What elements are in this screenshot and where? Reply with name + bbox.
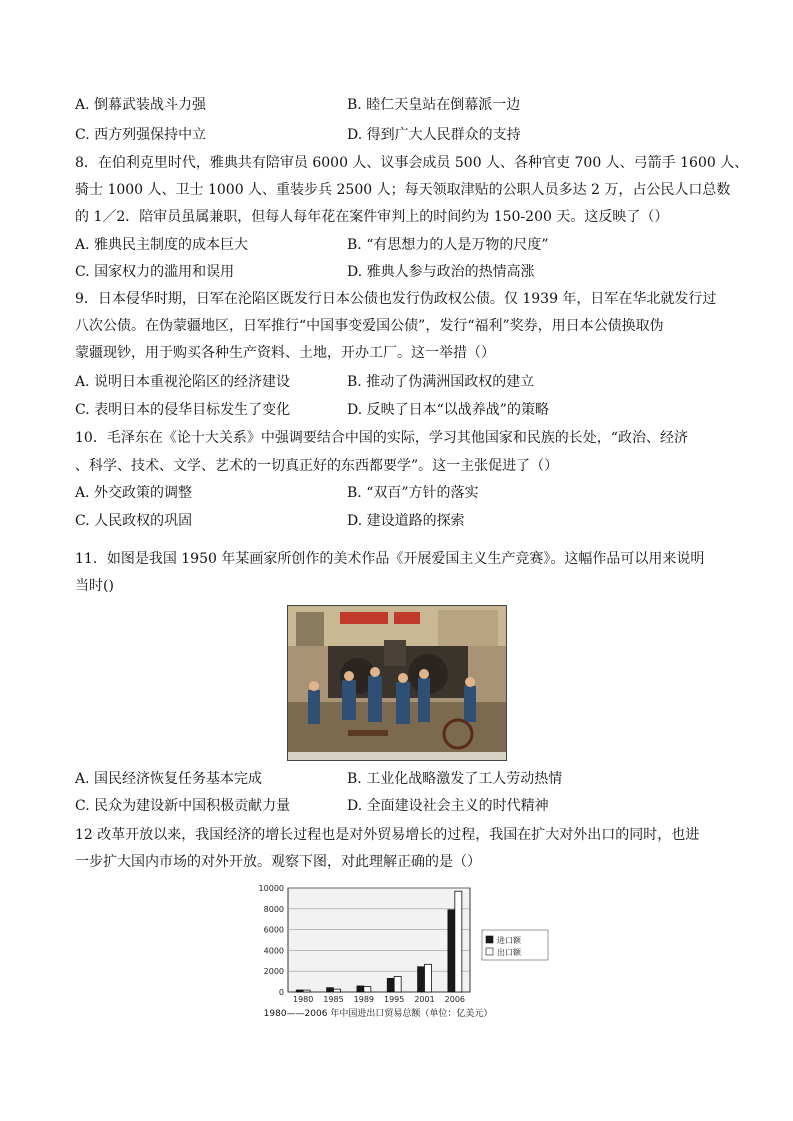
q8-option-c: C. 国家权力的滥用和误用 bbox=[75, 264, 235, 280]
q11-option-c: C. 民众为建设新中国积极贡献力量 bbox=[75, 798, 291, 814]
bar-import bbox=[387, 978, 394, 992]
q10-option-c: C. 人民政权的巩固 bbox=[75, 513, 193, 529]
q12-stem-line-1: 12 改革开放以来，我国经济的增长过程也是对外贸易增长的过程，我国在扩大对外出口的同时，也进 bbox=[75, 827, 700, 843]
q7-option-d: D. 得到广大人民群众的支持 bbox=[347, 127, 521, 143]
q7-option-a: A. 倒幕武装战斗力强 bbox=[75, 97, 207, 113]
x-tick-label: 2006 bbox=[444, 995, 466, 1004]
legend-swatch-export bbox=[486, 948, 493, 955]
q8-stem-line-2: 骑士 1000 人、卫士 1000 人、重装步兵 2500 人；每天领取津贴的公职人员多达 2 万，占公民人口总数 bbox=[75, 182, 731, 198]
q8-option-d: D. 雅典人参与政治的热情高涨 bbox=[347, 264, 535, 280]
x-tick-label: 1995 bbox=[383, 995, 405, 1004]
bar-export bbox=[394, 977, 401, 992]
trade-chart bbox=[250, 880, 550, 1025]
legend-swatch-import bbox=[486, 936, 493, 943]
chart-title: 1980——2006 年中国进出口贸易总额（单位：亿美元） bbox=[263, 1009, 493, 1019]
plot-area bbox=[288, 888, 470, 992]
q11-option-b: B. 工业化战略激发了工人劳动热情 bbox=[347, 771, 563, 787]
q11-option-d: D. 全面建设社会主义的时代精神 bbox=[347, 798, 549, 814]
q8-option-b: B. “有思想力的人是万物的尺度” bbox=[347, 237, 549, 253]
y-tick-label: 0 bbox=[278, 988, 284, 997]
bar-import bbox=[448, 910, 455, 992]
q8-stem-line-3: 的 1／2．陪审员虽属兼职，但每人每年花在案件审判上的时间约为 150-200 天。这反映了（） bbox=[75, 209, 669, 225]
q11-stem-line-2: 当时() bbox=[75, 578, 114, 594]
painting-image bbox=[287, 605, 507, 761]
q10-option-d: D. 建设道路的探索 bbox=[347, 513, 465, 529]
legend-label-import: 进口额 bbox=[497, 936, 521, 945]
x-tick-label: 2001 bbox=[414, 995, 435, 1004]
bar-export bbox=[334, 989, 341, 992]
q11-stem-line-1: 11．如图是我国 1950 年某画家所创作的美术作品《开展爱国主义生产竞赛》。这幅作品可以用来说明 bbox=[75, 551, 705, 567]
trade-chart-svg bbox=[250, 880, 550, 1025]
y-tick-label: 8000 bbox=[263, 904, 284, 914]
q11-option-a: A. 国民经济恢复任务基本完成 bbox=[75, 771, 263, 787]
bar-import bbox=[296, 990, 303, 992]
q10-option-a: A. 外交政策的调整 bbox=[75, 485, 193, 501]
y-tick-label: 4000 bbox=[263, 946, 284, 956]
bar-import bbox=[418, 967, 425, 992]
q10-stem-line-1: 10．毛泽东在《论十大关系》中强调要结合中国的实际，学习其他国家和民族的长处，“政治、经济 bbox=[75, 430, 688, 446]
q9-option-d: D. 反映了日本“以战养战”的策略 bbox=[347, 402, 549, 418]
y-tick-label: 10000 bbox=[258, 884, 284, 893]
x-tick-label: 1989 bbox=[353, 995, 375, 1004]
bar-import bbox=[327, 988, 334, 992]
q9-option-a: A. 说明日本重视沦陷区的经济建设 bbox=[75, 374, 291, 390]
x-tick-label: 1980 bbox=[292, 995, 314, 1004]
q10-option-b: B. “双百”方针的落实 bbox=[347, 485, 479, 501]
y-tick-label: 2000 bbox=[263, 967, 284, 977]
q10-stem-line-2: 、科学、技术、文学、艺术的一切真正好的东西都要学”。这一主张促进了（） bbox=[75, 458, 559, 474]
legend-label-export: 出口额 bbox=[497, 948, 521, 957]
bar-export bbox=[425, 964, 432, 992]
q7-option-b: B. 睦仁天皇站在倒幕派一边 bbox=[347, 97, 521, 113]
q9-stem-line-3: 蒙疆现钞，用于购买各种生产资料、土地，开办工厂。这一举措（） bbox=[75, 345, 495, 361]
painting-illustration bbox=[288, 606, 506, 760]
q9-option-b: B. 推动了伪满洲国政权的建立 bbox=[347, 374, 535, 390]
q9-stem-line-1: 9．日本侵华时期，日军在沦陷区既发行日本公债也发行伪政权公债。仅 1939 年，日军在华北就发行过 bbox=[75, 291, 717, 307]
bar-export bbox=[455, 891, 462, 992]
q9-option-c: C. 表明日本的侵华目标发生了变化 bbox=[75, 402, 291, 418]
q7-option-c: C. 西方列强保持中立 bbox=[75, 127, 207, 143]
x-tick-label: 1985 bbox=[323, 995, 344, 1004]
bar-export bbox=[303, 990, 310, 992]
q8-option-a: A. 雅典民主制度的成本巨大 bbox=[75, 237, 249, 253]
q9-stem-line-2: 八次公债。在伪蒙疆地区，日军推行“中国事变爱国公债”，发行“福利”奖券，用日本公债换取伪 bbox=[75, 318, 664, 334]
y-tick-label: 6000 bbox=[263, 925, 284, 935]
q12-stem-line-2: 一步扩大国内市场的对外开放。观察下图，对此理解正确的是（） bbox=[75, 854, 481, 870]
bar-export bbox=[364, 987, 371, 992]
q8-stem-line-1: 8．在伯利克里时代，雅典共有陪审员 6000 人、议事会成员 500 人、各种官吏 700 人、弓箭手 1600 人、 bbox=[75, 155, 749, 171]
bar-import bbox=[357, 986, 364, 992]
